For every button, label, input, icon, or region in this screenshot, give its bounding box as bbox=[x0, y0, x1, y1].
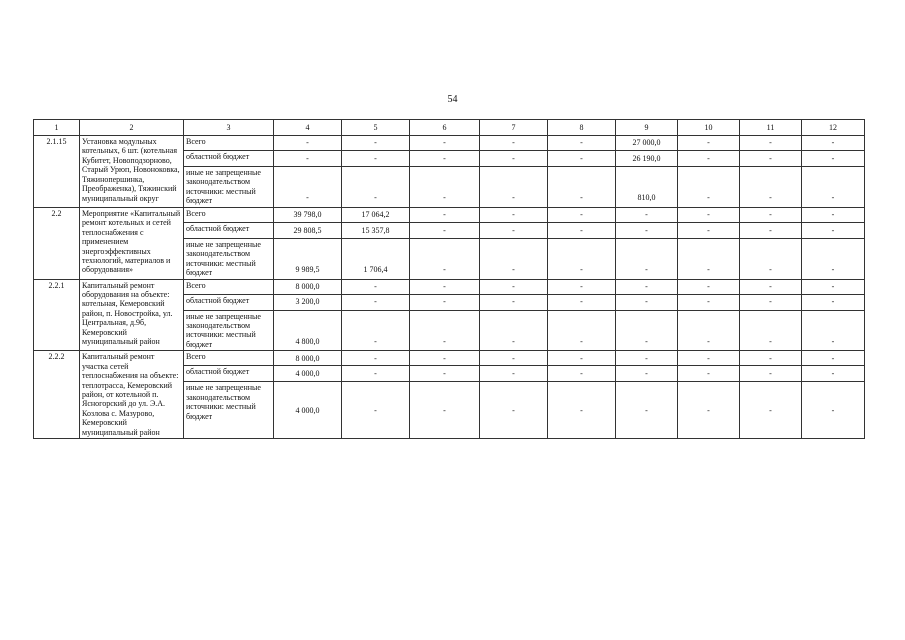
value-cell: - bbox=[740, 238, 802, 279]
value-cell: - bbox=[548, 136, 616, 151]
value-cell: - bbox=[480, 382, 548, 439]
value-cell: 26 190,0 bbox=[616, 151, 678, 167]
value-cell: - bbox=[678, 238, 740, 279]
header-cell: 7 bbox=[480, 120, 548, 136]
value-cell: - bbox=[740, 294, 802, 310]
value-cell: - bbox=[678, 222, 740, 238]
value-cell: - bbox=[802, 207, 865, 222]
value-cell: - bbox=[740, 136, 802, 151]
funding-source: Всего bbox=[184, 279, 274, 294]
value-cell: - bbox=[678, 310, 740, 351]
value-cell: - bbox=[548, 222, 616, 238]
header-cell: 6 bbox=[410, 120, 480, 136]
value-cell: - bbox=[548, 294, 616, 310]
value-cell: 3 200,0 bbox=[274, 294, 342, 310]
value-cell: - bbox=[740, 207, 802, 222]
value-cell: - bbox=[616, 238, 678, 279]
value-cell: - bbox=[548, 167, 616, 208]
funding-source: иные не запрещенные законодательством источники: местный бюджет bbox=[184, 167, 274, 208]
table-row bbox=[34, 136, 865, 151]
value-cell: - bbox=[802, 167, 865, 208]
budget-table bbox=[33, 119, 865, 439]
value-cell: - bbox=[616, 310, 678, 351]
value-cell: - bbox=[480, 222, 548, 238]
value-cell: 29 808,5 bbox=[274, 222, 342, 238]
value-cell: - bbox=[802, 222, 865, 238]
value-cell: - bbox=[678, 294, 740, 310]
header-cell: 10 bbox=[678, 120, 740, 136]
value-cell: - bbox=[740, 310, 802, 351]
item-name: Капитальный ремонт оборудования на объекте: котельная, Кемеровский район, п. Новостройка, ул. Центральная, д.9б, Кемеровский муниципальный район bbox=[80, 279, 184, 351]
value-cell: - bbox=[342, 279, 410, 294]
value-cell: - bbox=[678, 382, 740, 439]
value-cell: - bbox=[678, 366, 740, 382]
value-cell: - bbox=[480, 294, 548, 310]
header-cell: 2 bbox=[80, 120, 184, 136]
header-cell: 3 bbox=[184, 120, 274, 136]
value-cell: 17 064,2 bbox=[342, 207, 410, 222]
value-cell: - bbox=[548, 382, 616, 439]
value-cell: - bbox=[740, 351, 802, 366]
header-cell: 11 bbox=[740, 120, 802, 136]
funding-source: Всего bbox=[184, 207, 274, 222]
value-cell: - bbox=[342, 310, 410, 351]
value-cell: - bbox=[548, 366, 616, 382]
item-name: Установка модульных котельных, 6 шт. (котельная Кубитет, Новоподзорново, Старый Урюп, Новоноковка, Тяжинопершинка, Преображенка), Тяжинский муниципальный округ bbox=[80, 136, 184, 208]
value-cell: - bbox=[616, 279, 678, 294]
value-cell: - bbox=[480, 310, 548, 351]
funding-source: областной бюджет bbox=[184, 366, 274, 382]
item-code: 2.2.1 bbox=[34, 279, 80, 351]
value-cell: - bbox=[410, 351, 480, 366]
value-cell: - bbox=[616, 207, 678, 222]
value-cell: - bbox=[410, 207, 480, 222]
value-cell: 15 357,8 bbox=[342, 222, 410, 238]
value-cell: - bbox=[548, 279, 616, 294]
value-cell: - bbox=[678, 207, 740, 222]
value-cell: - bbox=[678, 167, 740, 208]
value-cell: - bbox=[802, 351, 865, 366]
item-name: Мероприятие «Капитальный ремонт котельных и сетей теплоснабжения с применением энергоэффективных технологий, материалов и оборудования» bbox=[80, 207, 184, 279]
header-cell: 12 bbox=[802, 120, 865, 136]
value-cell: 1 706,4 bbox=[342, 238, 410, 279]
table-row bbox=[34, 207, 865, 222]
value-cell: - bbox=[616, 294, 678, 310]
header-cell: 9 bbox=[616, 120, 678, 136]
value-cell: - bbox=[480, 167, 548, 208]
value-cell: - bbox=[342, 382, 410, 439]
value-cell: - bbox=[616, 351, 678, 366]
item-code: 2.2 bbox=[34, 207, 80, 279]
value-cell: - bbox=[802, 310, 865, 351]
funding-source: Всего bbox=[184, 351, 274, 366]
funding-source: областной бюджет bbox=[184, 294, 274, 310]
value-cell: - bbox=[678, 351, 740, 366]
item-name: Капитальный ремонт участка сетей теплоснабжения на объекте: теплотрасса, Кемеровский район, от котельной п. Ясногорский до ул. Э.А. Козлова с. Мазурово, Кемеровский муниципальный район bbox=[80, 351, 184, 439]
value-cell: - bbox=[342, 351, 410, 366]
header-row bbox=[34, 120, 865, 136]
value-cell: 8 000,0 bbox=[274, 351, 342, 366]
value-cell: - bbox=[480, 366, 548, 382]
value-cell: - bbox=[740, 279, 802, 294]
value-cell: - bbox=[740, 366, 802, 382]
value-cell: - bbox=[802, 366, 865, 382]
value-cell: - bbox=[616, 382, 678, 439]
table-row bbox=[34, 279, 865, 294]
value-cell: - bbox=[548, 238, 616, 279]
value-cell: - bbox=[410, 238, 480, 279]
item-code: 2.2.2 bbox=[34, 351, 80, 439]
value-cell: - bbox=[342, 136, 410, 151]
value-cell: - bbox=[274, 136, 342, 151]
value-cell: 4 000,0 bbox=[274, 366, 342, 382]
value-cell: - bbox=[480, 279, 548, 294]
funding-source: областной бюджет bbox=[184, 222, 274, 238]
item-code: 2.1.15 bbox=[34, 136, 80, 208]
value-cell: - bbox=[678, 151, 740, 167]
value-cell: - bbox=[342, 366, 410, 382]
value-cell: - bbox=[410, 294, 480, 310]
funding-source: иные не запрещенные законодательством источники: местный бюджет bbox=[184, 382, 274, 439]
value-cell: - bbox=[274, 167, 342, 208]
funding-source: Всего bbox=[184, 136, 274, 151]
value-cell: - bbox=[480, 238, 548, 279]
value-cell: - bbox=[410, 167, 480, 208]
value-cell: - bbox=[740, 167, 802, 208]
value-cell: 39 798,0 bbox=[274, 207, 342, 222]
value-cell: 8 000,0 bbox=[274, 279, 342, 294]
value-cell: - bbox=[740, 222, 802, 238]
value-cell: - bbox=[274, 151, 342, 167]
value-cell: 810,0 bbox=[616, 167, 678, 208]
value-cell: - bbox=[740, 382, 802, 439]
header-cell: 1 bbox=[34, 120, 80, 136]
value-cell: - bbox=[548, 207, 616, 222]
header-cell: 4 bbox=[274, 120, 342, 136]
value-cell: 4 800,0 bbox=[274, 310, 342, 351]
value-cell: - bbox=[802, 382, 865, 439]
header-cell: 8 bbox=[548, 120, 616, 136]
funding-source: иные не запрещенные законодательством источники: местный бюджет bbox=[184, 310, 274, 351]
header-cell: 5 bbox=[342, 120, 410, 136]
value-cell: - bbox=[616, 366, 678, 382]
value-cell: - bbox=[410, 151, 480, 167]
value-cell: - bbox=[410, 222, 480, 238]
funding-source: иные не запрещенные законодательством источники: местный бюджет bbox=[184, 238, 274, 279]
value-cell: 27 000,0 bbox=[616, 136, 678, 151]
value-cell: 9 989,5 bbox=[274, 238, 342, 279]
value-cell: - bbox=[342, 167, 410, 208]
table-row bbox=[34, 351, 865, 366]
value-cell: - bbox=[802, 294, 865, 310]
value-cell: - bbox=[548, 351, 616, 366]
value-cell: - bbox=[342, 151, 410, 167]
value-cell: - bbox=[410, 310, 480, 351]
value-cell: - bbox=[480, 351, 548, 366]
value-cell: - bbox=[410, 366, 480, 382]
value-cell: - bbox=[410, 382, 480, 439]
value-cell: - bbox=[480, 136, 548, 151]
value-cell: - bbox=[802, 136, 865, 151]
funding-source: областной бюджет bbox=[184, 151, 274, 167]
value-cell: - bbox=[802, 279, 865, 294]
value-cell: - bbox=[410, 136, 480, 151]
value-cell: - bbox=[802, 151, 865, 167]
value-cell: - bbox=[678, 279, 740, 294]
value-cell: - bbox=[548, 310, 616, 351]
value-cell: - bbox=[740, 151, 802, 167]
value-cell: - bbox=[678, 136, 740, 151]
value-cell: - bbox=[480, 207, 548, 222]
page-number: 54 bbox=[447, 94, 458, 105]
value-cell: - bbox=[480, 151, 548, 167]
value-cell: - bbox=[342, 294, 410, 310]
value-cell: - bbox=[410, 279, 480, 294]
value-cell: 4 000,0 bbox=[274, 382, 342, 439]
value-cell: - bbox=[548, 151, 616, 167]
value-cell: - bbox=[802, 238, 865, 279]
value-cell: - bbox=[616, 222, 678, 238]
